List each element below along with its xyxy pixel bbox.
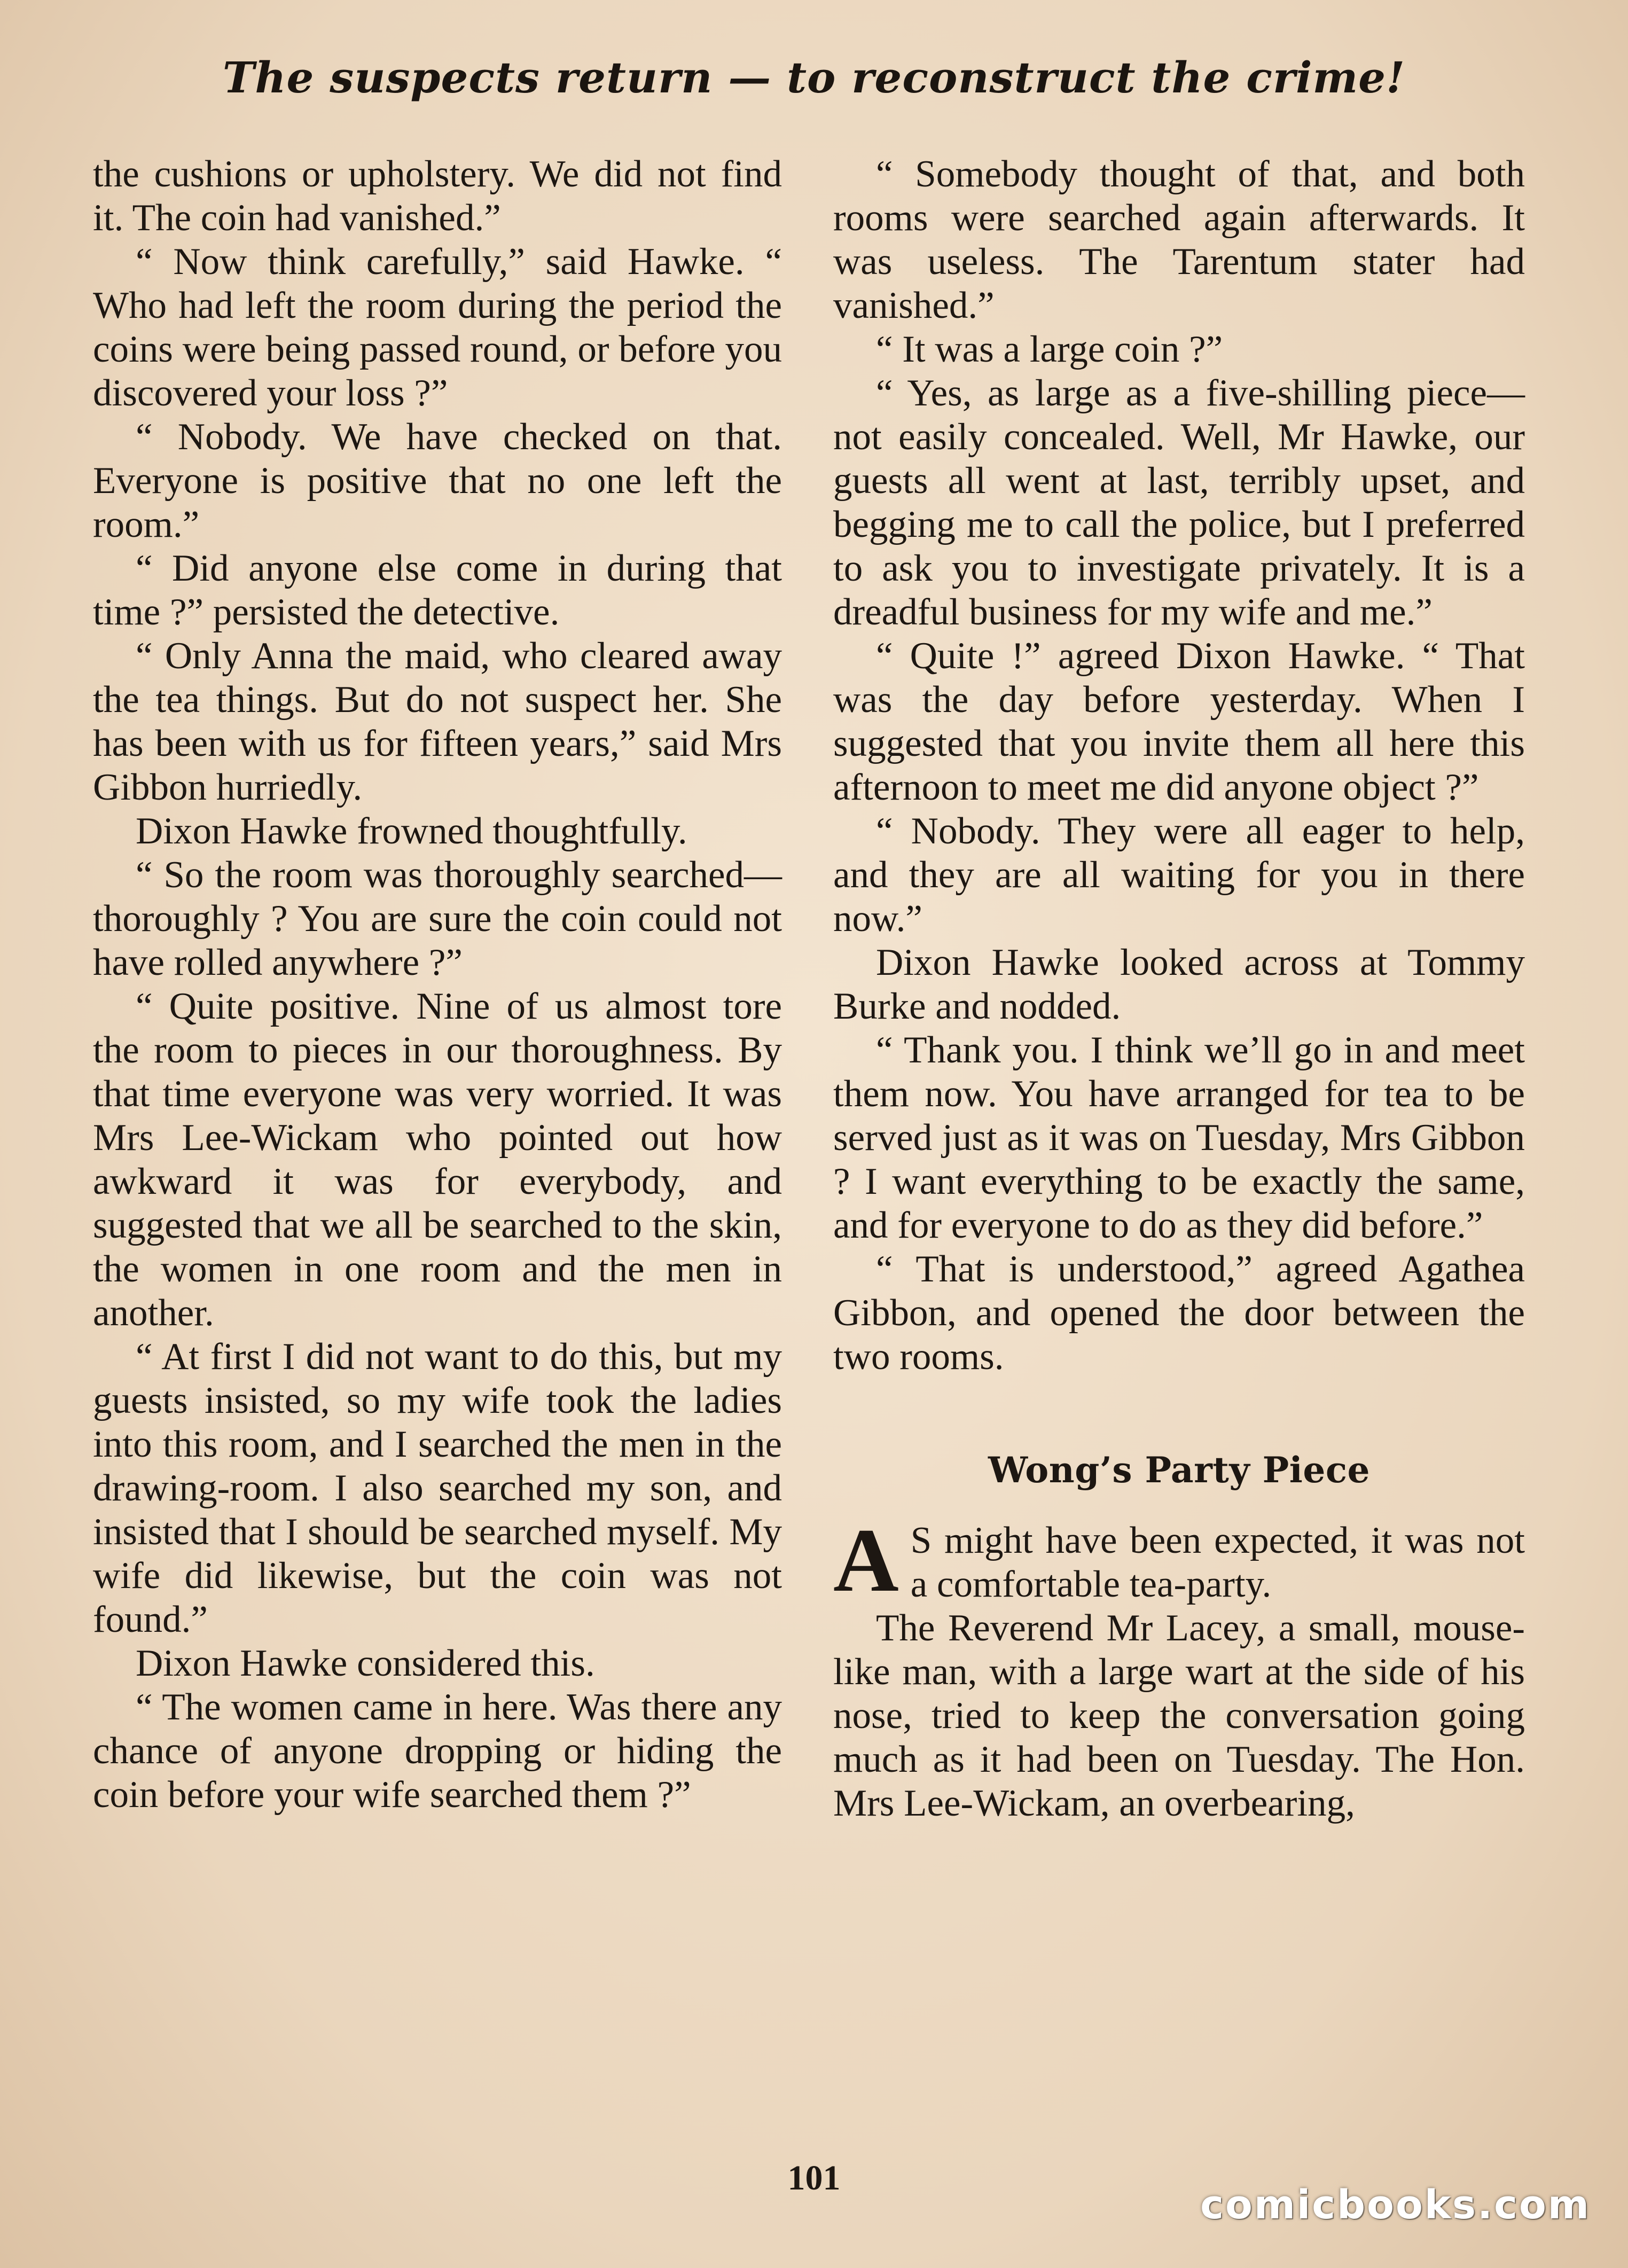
watermark-logo: comicbooks.com bbox=[1200, 2182, 1591, 2228]
paragraph: “ Thank you. I think we’ll go in and meet them now. You have arranged for tea to be served just as it was on Tuesday, Mrs Gibbon ? I want everything to be exactly the same, and for everyone to do as they did before.” bbox=[833, 1029, 1525, 1246]
paragraph: “ Quite positive. Nine of us almost tore the room to pieces in our thoroughness. By that time everyone was very worried. It was Mrs Lee-Wickam who pointed out how awkward it was for everybody, and suggested that we all be searched to the skin, the women in one room and the men in another. bbox=[93, 986, 782, 1334]
paragraph: The Reverend Mr Lacey, a small, mouse-like man, with a large wart at the side of his nose, tried to keep the conversation going much as it had been on Tuesday. The Hon. Mrs Lee-Wickam, an overbearing, bbox=[833, 1607, 1525, 1824]
paragraph: Dixon Hawke frowned thoughtfully. bbox=[136, 810, 687, 852]
paragraph: “ Only Anna the maid, who cleared away the tea things. But do not suspect her. She has been with us for fifteen years,” said Mrs Gibbon hurriedly. bbox=[93, 635, 782, 808]
left-column bbox=[93, 152, 782, 1817]
paragraph: “ Nobody. We have checked on that. Everyone is positive that no one left the room.” bbox=[93, 416, 782, 545]
paragraph: “ Now think carefully,” said Hawke. “ Who had left the room during the period the coins were being passed round, or before you discovered your loss ?” bbox=[93, 241, 782, 414]
dropcap-paragraph-text: S might have been expected, it was not a comfortable tea-party. bbox=[910, 1520, 1525, 1605]
paragraph: “ That is understood,” agreed Agathea Gibbon, and opened the door between the two rooms. bbox=[833, 1248, 1525, 1378]
paragraph: “ The women came in here. Was there any chance of anyone dropping or hiding the coin before your wife searched them ?” bbox=[93, 1686, 782, 1816]
paragraph: the cushions or upholstery. We did not find it. The coin had vanished.” bbox=[93, 153, 782, 239]
paragraph: “ It was a large coin ?” bbox=[876, 329, 1223, 370]
page-header: The suspects return — to reconstruct the crime! bbox=[222, 52, 1406, 103]
paragraph: “ Somebody thought of that, and both rooms were searched again afterwards. It was useless. The Tarentum stater had vanished.” bbox=[833, 153, 1525, 326]
drop-cap: A bbox=[833, 1510, 899, 1610]
paragraph: “ Did anyone else come in during that time ?” persisted the detective. bbox=[93, 548, 782, 633]
paragraph: Dixon Hawke looked across at Tommy Burke and nodded. bbox=[833, 942, 1525, 1027]
paragraph: Dixon Hawke considered this. bbox=[136, 1643, 595, 1684]
paragraph: “ Nobody. They were all eager to help, and they are all waiting for you in there now.” bbox=[833, 810, 1525, 940]
section-subheading: Wong’s Party Piece bbox=[988, 1449, 1371, 1491]
paragraph: “ At first I did not want to do this, but my guests insisted, so my wife took the ladies into this room, and I searched the men in the drawing-room. I also searched my son, and insisted that I should be searched myself. My wife did likewise, but the coin was not found.” bbox=[93, 1336, 782, 1640]
page-number: 101 bbox=[787, 2158, 841, 2197]
paragraph-dropcap bbox=[833, 1510, 1525, 1610]
right-column bbox=[833, 152, 1525, 1825]
paragraph: “ Yes, as large as a five-shilling piece—not easily concealed. Well, Mr Hawke, our guests all went at last, terribly upset, and begging me to call the police, but I preferred to ask you to investigate privately. It is a dreadful business for my wife and me.” bbox=[833, 372, 1525, 633]
paragraph: “ Quite !” agreed Dixon Hawke. “ That was the day before yesterday. When I suggested that you invite them all here this afternoon to meet me did anyone object ?” bbox=[833, 635, 1525, 808]
paragraph: “ So the room was thoroughly searched—thoroughly ? You are sure the coin could not have rolled anywhere ?” bbox=[93, 854, 782, 983]
